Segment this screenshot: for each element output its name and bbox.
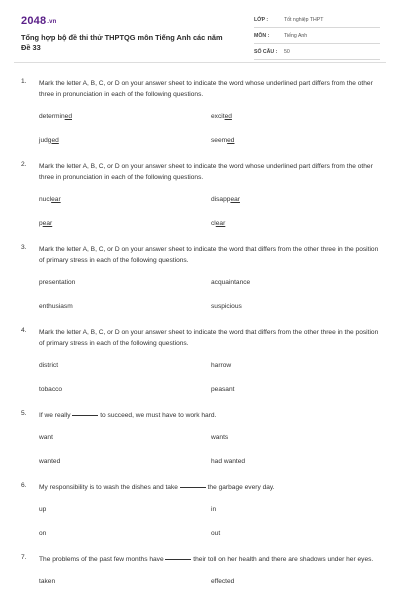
meta-value: Tiếng Anh xyxy=(284,33,308,39)
question-number: 3. xyxy=(21,244,27,251)
answer-options xyxy=(39,434,384,470)
answer-option[interactable] xyxy=(39,113,72,120)
question-number: 4. xyxy=(21,327,27,334)
answer-blank xyxy=(165,558,191,560)
answer-option[interactable] xyxy=(39,196,61,203)
option-text: nucl xyxy=(39,196,52,203)
option-text: excit xyxy=(211,113,225,120)
question-number: 1. xyxy=(21,78,27,85)
answer-option[interactable] xyxy=(39,506,46,513)
page-header xyxy=(0,0,400,62)
document-title xyxy=(21,33,236,52)
answer-option[interactable] xyxy=(39,434,53,441)
document-title-line: Tổng hợp bộ đề thi thử THPTQG môn Tiếng Anh các năm xyxy=(21,33,223,42)
logo-text: 2048 xyxy=(21,15,47,27)
question-text: Mark the letter A, B, C, or D on your answer sheet to indicate the word that differs from the other three in the position of primary stress in each of the following questions. xyxy=(39,246,379,264)
option-text: determin xyxy=(39,113,65,120)
question-number: 5. xyxy=(21,410,27,417)
answer-options xyxy=(39,506,384,542)
answer-options xyxy=(39,578,384,590)
answer-option[interactable] xyxy=(211,113,232,120)
option-row xyxy=(39,458,384,470)
option-text: effected xyxy=(211,578,235,585)
option-text: p xyxy=(39,220,43,227)
meta-key: LỚP : xyxy=(254,17,269,23)
question-text xyxy=(39,482,384,493)
option-row xyxy=(39,113,384,125)
answer-option[interactable] xyxy=(39,303,73,310)
option-text: peasant xyxy=(211,386,235,393)
question-text-part: The problems of the past few months have xyxy=(39,556,166,563)
option-text: judg xyxy=(39,137,52,144)
answer-option[interactable] xyxy=(39,220,52,227)
option-row xyxy=(39,530,384,542)
answer-option[interactable] xyxy=(211,220,225,227)
meta-row-subject xyxy=(254,31,380,44)
answer-option[interactable] xyxy=(39,137,59,144)
question-text-part: If we really xyxy=(39,412,73,419)
answer-option[interactable] xyxy=(211,506,216,513)
option-text: in xyxy=(211,506,217,513)
answer-option[interactable] xyxy=(211,386,234,393)
meta-row-class xyxy=(254,15,380,28)
option-text: want xyxy=(39,434,53,441)
option-text: cl xyxy=(211,220,216,227)
question-list xyxy=(0,78,400,602)
option-text: enthusiasm xyxy=(39,303,73,310)
question-text-part: the garbage every day. xyxy=(205,484,275,491)
question-text-part: to succeed, we must have to work hard. xyxy=(98,412,217,419)
question-text xyxy=(39,410,384,421)
answer-option[interactable] xyxy=(211,578,234,585)
exam-number: Đề 33 xyxy=(21,42,41,52)
answer-options xyxy=(39,362,384,398)
answer-option[interactable] xyxy=(39,386,62,393)
underlined-part: ed xyxy=(224,113,232,120)
underlined-part: ed xyxy=(227,137,235,144)
answer-option[interactable] xyxy=(211,196,240,203)
question-3 xyxy=(0,244,400,315)
answer-option[interactable] xyxy=(211,303,242,310)
option-text: suspicious xyxy=(211,303,242,310)
option-text: district xyxy=(39,362,59,369)
option-text: on xyxy=(39,530,47,537)
question-1 xyxy=(0,78,400,149)
question-text: Mark the letter A, B, C, or D on your answer sheet to indicate the word that differs from the other three in the position of primary stress in each of the following questions. xyxy=(39,329,379,347)
answer-option[interactable] xyxy=(39,362,58,369)
meta-key: SỐ CÂU : xyxy=(254,49,278,55)
option-row xyxy=(39,386,384,398)
question-6 xyxy=(0,482,400,542)
answer-options xyxy=(39,196,384,232)
meta-value: Tốt nghiệp THPT xyxy=(284,17,324,23)
question-number: 2. xyxy=(21,161,27,168)
logo-suffix: .vn xyxy=(47,19,57,25)
option-row xyxy=(39,506,384,518)
option-row xyxy=(39,303,384,315)
question-text xyxy=(39,554,384,565)
exam-meta xyxy=(254,15,380,63)
underlined-part: ear xyxy=(230,196,240,203)
answer-option[interactable] xyxy=(211,279,250,286)
meta-key: MÔN : xyxy=(254,33,270,39)
answer-option[interactable] xyxy=(39,530,46,537)
answer-blank xyxy=(72,414,98,416)
answer-option[interactable] xyxy=(211,362,231,369)
option-text: had wanted xyxy=(211,458,246,465)
option-row xyxy=(39,196,384,208)
answer-option[interactable] xyxy=(211,137,234,144)
option-text: wanted xyxy=(39,458,61,465)
option-text: up xyxy=(39,506,47,513)
meta-value: 50 xyxy=(284,49,290,55)
underlined-part: ear xyxy=(215,220,226,227)
question-2 xyxy=(0,161,400,232)
answer-option[interactable] xyxy=(39,279,75,286)
answer-options xyxy=(39,279,384,315)
underlined-part: ed xyxy=(51,137,59,144)
option-row xyxy=(39,362,384,374)
question-5 xyxy=(0,410,400,470)
option-row xyxy=(39,578,384,590)
meta-row-count xyxy=(254,47,380,60)
option-text: harrow xyxy=(211,362,232,369)
option-row xyxy=(39,434,384,446)
underlined-part: ear xyxy=(42,220,53,227)
option-text: out xyxy=(211,530,221,537)
question-text: Mark the letter A, B, C, or D on your answer sheet to indicate the word whose underlined part differs from the other three in pronunciation in each of the following questions. xyxy=(39,80,373,98)
answer-option[interactable] xyxy=(211,458,245,465)
question-text-part: My responsibility is to wash the dishes and take xyxy=(39,484,180,491)
answer-option[interactable] xyxy=(39,458,60,465)
question-number: 7. xyxy=(21,554,27,561)
option-text: taken xyxy=(39,578,56,585)
option-text: presentation xyxy=(39,279,76,286)
answer-options xyxy=(39,113,384,149)
question-7 xyxy=(0,554,400,590)
answer-option[interactable] xyxy=(211,434,228,441)
underlined-part: ear xyxy=(51,196,61,203)
question-text-part: their toll on her health and there are shadows under her eyes. xyxy=(191,556,374,563)
underlined-part: ed xyxy=(64,113,72,120)
option-row xyxy=(39,220,384,232)
site-logo[interactable] xyxy=(21,15,57,27)
option-text: disapp xyxy=(211,196,231,203)
option-text: wants xyxy=(211,434,229,441)
question-4 xyxy=(0,327,400,398)
option-row xyxy=(39,279,384,291)
option-text: seem xyxy=(211,137,228,144)
answer-option[interactable] xyxy=(39,578,55,585)
answer-blank xyxy=(180,486,206,488)
question-number: 6. xyxy=(21,482,27,489)
header-divider xyxy=(14,62,386,63)
question-text: Mark the letter A, B, C, or D on your answer sheet to indicate the word whose underlined part differs from the other three in pronunciation in each of the following questions. xyxy=(39,163,373,181)
option-row xyxy=(39,137,384,149)
option-text: tobacco xyxy=(39,386,63,393)
answer-option[interactable] xyxy=(211,530,220,537)
option-text: acquaintance xyxy=(211,279,251,286)
